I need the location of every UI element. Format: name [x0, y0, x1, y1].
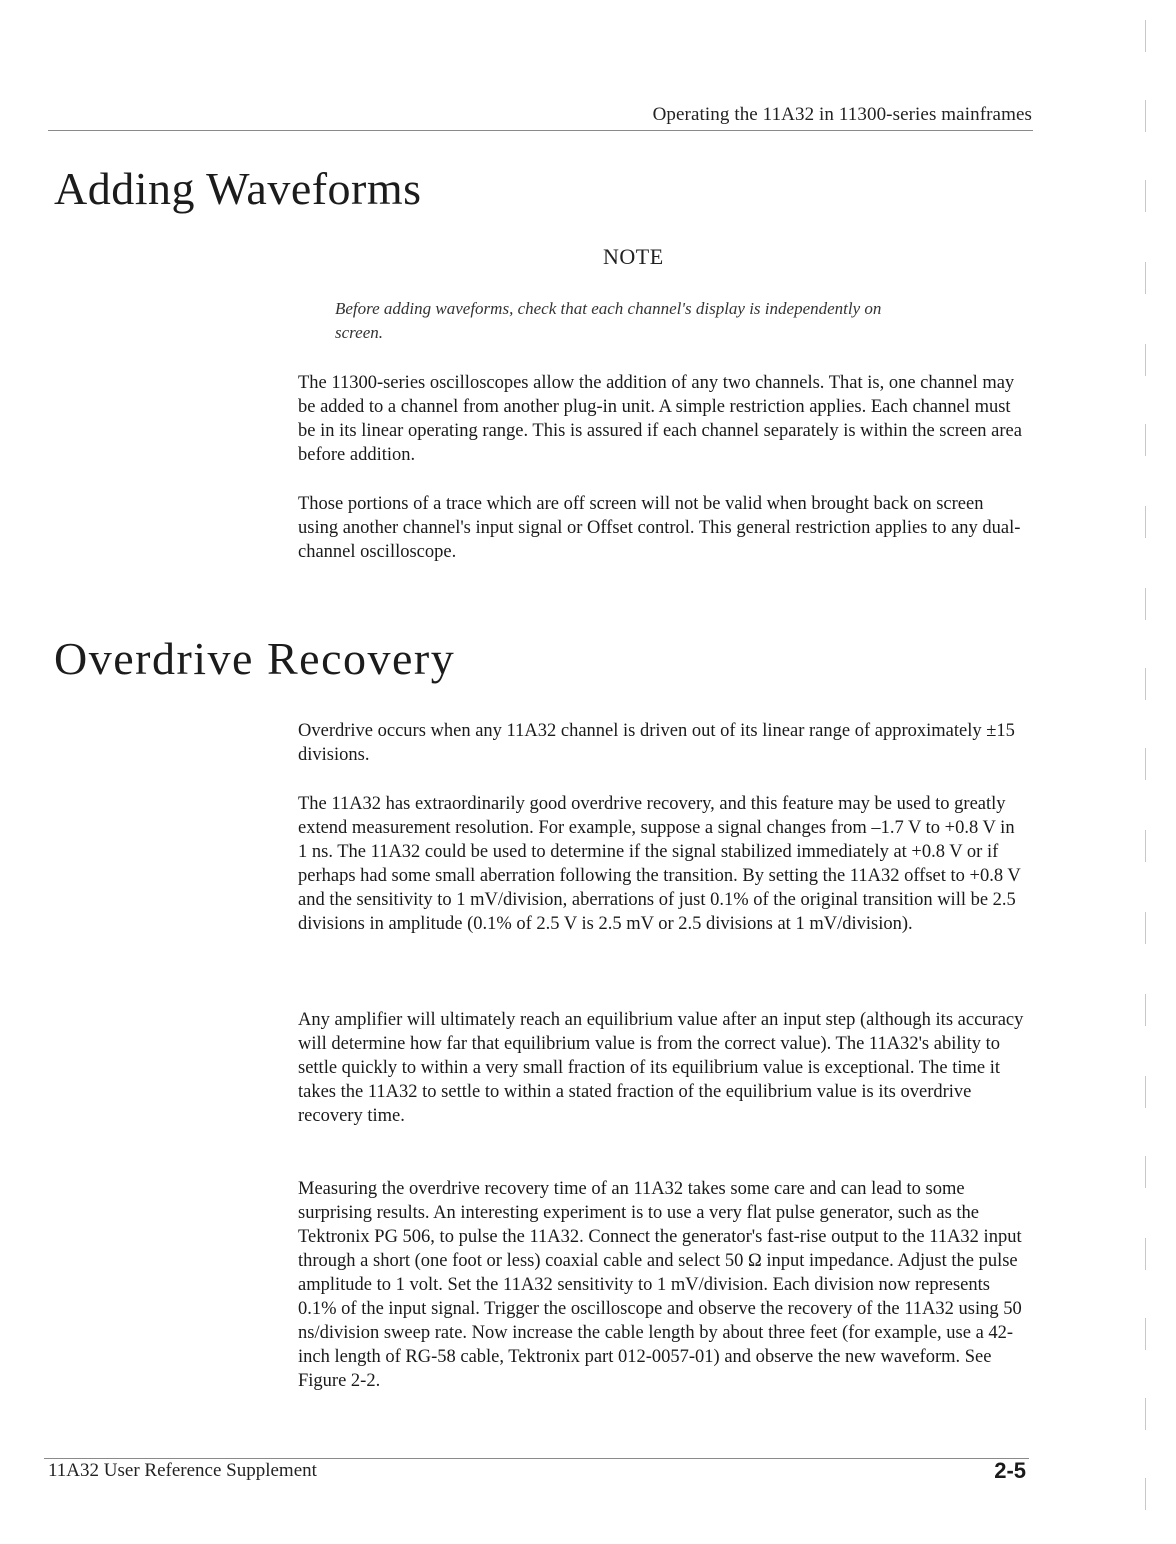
paragraph-adding-1: The 11300-series oscilloscopes allow the addition of any two channels. That is, one channel may be added to a channel from another plug-in unit. A simple restriction applies. Each channel must be in its linear operating range. This is assured if each channel separately is within the screen area before addition.	[298, 373, 1022, 465]
scan-edge-marks	[1134, 0, 1146, 1544]
section-title-adding-waveforms: Adding Waveforms	[54, 163, 422, 214]
paragraph-overdrive-3: Any amplifier will ultimately reach an equilibrium value after an input step (although its accuracy will determine how far that equilibrium value is from the correct value). The 11A32's ability to settle quickly to within a very small fraction of its equilibrium value is exceptional. The time it takes the 11A32 to settle to within a stated fraction of the equilibrium value is its overdrive recovery time.	[298, 1010, 1024, 1126]
scan-edge-mark	[1145, 1156, 1146, 1188]
scan-edge-mark	[1145, 1318, 1146, 1350]
note-text: Before adding waveforms, check that each channel's display is independently on screen.	[335, 299, 882, 342]
running-header: Operating the 11A32 in 11300-series mainframes	[652, 104, 1032, 125]
footer-rule	[44, 1458, 1029, 1459]
note-heading: NOTE	[603, 244, 664, 269]
scan-edge-mark	[1145, 748, 1146, 780]
scan-edge-mark	[1145, 830, 1146, 862]
scan-edge-mark	[1145, 1478, 1146, 1510]
scan-edge-mark	[1145, 180, 1146, 212]
scan-edge-mark	[1145, 1076, 1146, 1108]
scan-edge-mark	[1145, 344, 1146, 376]
page-number: 2-5	[994, 1458, 1026, 1483]
scan-edge-mark	[1145, 912, 1146, 944]
paragraph-adding-2: Those portions of a trace which are off screen will not be valid when brought back on screen using another channel's input signal or Offset control. This general restriction applies to any dual-channel oscilloscope.	[298, 494, 1021, 562]
scan-edge-mark	[1145, 424, 1146, 456]
header-rule	[48, 130, 1033, 131]
scan-edge-mark	[1145, 100, 1146, 132]
scan-edge-mark	[1145, 1238, 1146, 1270]
paragraph-overdrive-1: Overdrive occurs when any 11A32 channel is driven out of its linear range of approximately ±15 divisions.	[298, 721, 1015, 765]
paragraph-overdrive-4: Measuring the overdrive recovery time of an 11A32 takes some care and can lead to some surprising results. An interesting experiment is to use a very flat pulse generator, such as the Tektronix PG 506, to pulse the 11A32. Connect the generator's fast-rise output to the 11A32 input through a short (one foot or less) coaxial cable and select 50 Ω input impedance. Adjust the pulse amplitude to 1 volt. Set the 11A32 sensitivity to 1 mV/division. Each division now represents 0.1% of the input signal. Trigger the oscilloscope and observe the recovery of the 11A32 using 50 ns/division sweep rate. Now increase the cable length by about three feet (for example, use a 42-inch length of RG-58 cable, Tektronix part 012-0057-01) and observe the new waveform. See Figure 2-2.	[298, 1179, 1022, 1391]
scan-edge-mark	[1145, 506, 1146, 538]
paragraph-overdrive-2: The 11A32 has extraordinarily good overdrive recovery, and this feature may be used to greatly extend measurement resolution. For example, suppose a signal changes from –1.7 V to +0.8 V in 1 ns. The 11A32 could be used to determine if the signal stabilized immediately at +0.8 V or if perhaps had some small aberration following the transition. By setting the 11A32 offset to +0.8 V and the sensitivity to 1 mV/division, aberrations of just 0.1% of the original transition will be 2.5 divisions in amplitude (0.1% of 2.5 V is 2.5 mV or 2.5 divisions at 1 mV/division).	[298, 794, 1021, 934]
section-title-overdrive-recovery: Overdrive Recovery	[54, 633, 456, 684]
scan-edge-mark	[1145, 994, 1146, 1026]
scan-edge-mark	[1145, 668, 1146, 700]
scan-edge-mark	[1145, 20, 1146, 52]
footer-document-title: 11A32 User Reference Supplement	[48, 1460, 317, 1481]
scan-edge-mark	[1145, 262, 1146, 294]
scan-edge-mark	[1145, 1398, 1146, 1430]
scan-edge-mark	[1145, 588, 1146, 620]
